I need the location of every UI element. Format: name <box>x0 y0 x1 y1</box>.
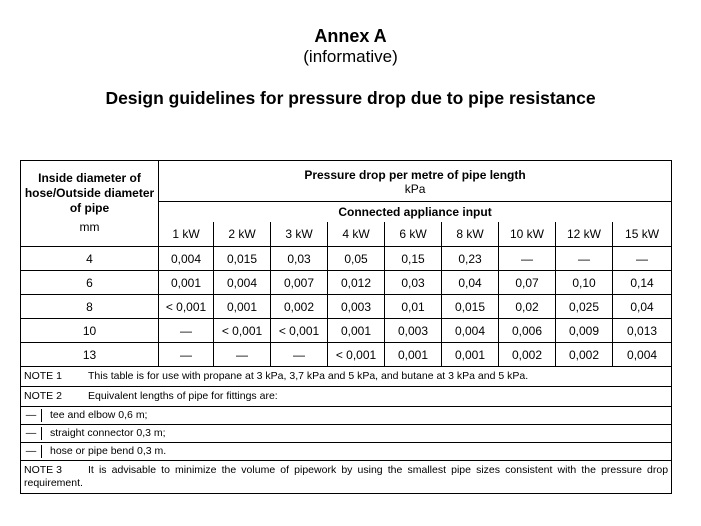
note-3 <box>21 461 671 493</box>
diameter-cell: 4 <box>21 247 159 271</box>
value-cell: 0,10 <box>556 271 613 295</box>
annex-title: Annex A <box>314 26 387 46</box>
value-cell: — <box>159 319 214 343</box>
value-cell: 0,001 <box>328 319 385 343</box>
diameter-cell: 13 <box>21 343 159 367</box>
value-cell: 0,003 <box>385 319 442 343</box>
connected-input-header: Connected appliance input <box>159 202 672 223</box>
value-cell: 0,015 <box>214 247 271 271</box>
diameter-header-line2: hose/Outside diameter <box>24 186 155 200</box>
value-cell: — <box>556 247 613 271</box>
value-cell: — <box>159 343 214 367</box>
table-row <box>21 343 672 367</box>
value-cell: 0,004 <box>214 271 271 295</box>
diameter-cell: 8 <box>21 295 159 319</box>
value-cell: 0,002 <box>556 343 613 367</box>
value-cell: 0,002 <box>271 295 328 319</box>
power-header-cell: 4 kW <box>328 222 385 247</box>
power-header-cell: 10 kW <box>499 222 556 247</box>
power-header-cell: 12 kW <box>556 222 613 247</box>
pressure-drop-title: Pressure drop per metre of pipe length <box>304 168 526 182</box>
diameter-unit: mm <box>79 220 100 234</box>
power-header-cell: 8 kW <box>442 222 499 247</box>
power-header-cell: 2 kW <box>214 222 271 247</box>
table-row <box>21 247 672 271</box>
table-row <box>21 295 672 319</box>
value-cell: < 0,001 <box>271 319 328 343</box>
value-cell: 0,013 <box>613 319 672 343</box>
value-cell: — <box>499 247 556 271</box>
value-cell: 0,001 <box>159 271 214 295</box>
value-cell: 0,05 <box>328 247 385 271</box>
note-text: Equivalent lengths of pipe for fittings are: <box>88 390 278 402</box>
value-cell: 0,002 <box>499 343 556 367</box>
value-cell: 0,07 <box>499 271 556 295</box>
table-row <box>21 271 672 295</box>
note-label: NOTE 2 <box>24 390 62 402</box>
value-cell: 0,001 <box>214 295 271 319</box>
note-2-intro <box>21 387 671 406</box>
diameter-header-line1: Inside diameter of <box>38 171 141 185</box>
diameter-column-header <box>21 161 159 247</box>
value-cell: — <box>214 343 271 367</box>
pressure-drop-header <box>159 161 672 202</box>
value-cell: 0,007 <box>271 271 328 295</box>
note-2 <box>21 387 671 461</box>
table-row <box>21 319 672 343</box>
list-item-text: hose or pipe bend 0,3 m. <box>50 445 167 457</box>
value-cell: 0,23 <box>442 247 499 271</box>
dash-marker: — <box>21 427 42 440</box>
value-cell: 0,004 <box>442 319 499 343</box>
value-cell: 0,03 <box>271 247 328 271</box>
value-cell: < 0,001 <box>214 319 271 343</box>
value-cell: < 0,001 <box>159 295 214 319</box>
value-cell: 0,004 <box>613 343 672 367</box>
list-item-text: straight connector 0,3 m; <box>50 427 166 439</box>
value-cell: 0,009 <box>556 319 613 343</box>
diameter-header-line3: of pipe <box>69 201 110 215</box>
power-header-cell: 6 kW <box>385 222 442 247</box>
notes-section <box>21 367 672 494</box>
dash-marker: — <box>21 409 42 422</box>
value-cell: 0,012 <box>328 271 385 295</box>
value-cell: — <box>271 343 328 367</box>
dash-marker: — <box>21 445 42 458</box>
value-cell: 0,003 <box>328 295 385 319</box>
value-cell: 0,001 <box>442 343 499 367</box>
note-label: NOTE 1 <box>24 370 62 382</box>
value-cell: 0,14 <box>613 271 672 295</box>
list-item-text: tee and elbow 0,6 m; <box>50 409 148 421</box>
power-header-cell: 3 kW <box>271 222 328 247</box>
value-cell: 0,004 <box>159 247 214 271</box>
annex-subtitle: (informative) <box>303 47 398 66</box>
value-cell: 0,015 <box>442 295 499 319</box>
list-item <box>21 443 671 460</box>
note-label: NOTE 3 <box>24 464 62 476</box>
value-cell: 0,001 <box>385 343 442 367</box>
value-cell: 0,006 <box>499 319 556 343</box>
document-title: Design guidelines for pressure drop due to pipe resistance <box>105 88 596 108</box>
value-cell: 0,04 <box>442 271 499 295</box>
note-text: This table is for use with propane at 3 kPa, 3,7 kPa and 5 kPa, and butane at 3 kPa and 5 kPa. <box>88 370 529 382</box>
note-text: It is advisable to minimize the volume of pipework by using the smallest pipe sizes consistent with the pressure drop requirement. <box>24 464 669 489</box>
power-header-cell: 15 kW <box>613 222 672 247</box>
list-item <box>21 406 671 425</box>
value-cell: < 0,001 <box>328 343 385 367</box>
value-cell: 0,01 <box>385 295 442 319</box>
list-item <box>21 425 671 443</box>
diameter-cell: 6 <box>21 271 159 295</box>
value-cell: — <box>613 247 672 271</box>
power-header-cell: 1 kW <box>159 222 214 247</box>
diameter-cell: 10 <box>21 319 159 343</box>
value-cell: 0,02 <box>499 295 556 319</box>
value-cell: 0,03 <box>385 271 442 295</box>
note-1 <box>21 367 671 387</box>
pressure-drop-table <box>20 160 672 494</box>
value-cell: 0,15 <box>385 247 442 271</box>
pressure-drop-unit: kPa <box>404 182 426 196</box>
value-cell: 0,04 <box>613 295 672 319</box>
value-cell: 0,025 <box>556 295 613 319</box>
